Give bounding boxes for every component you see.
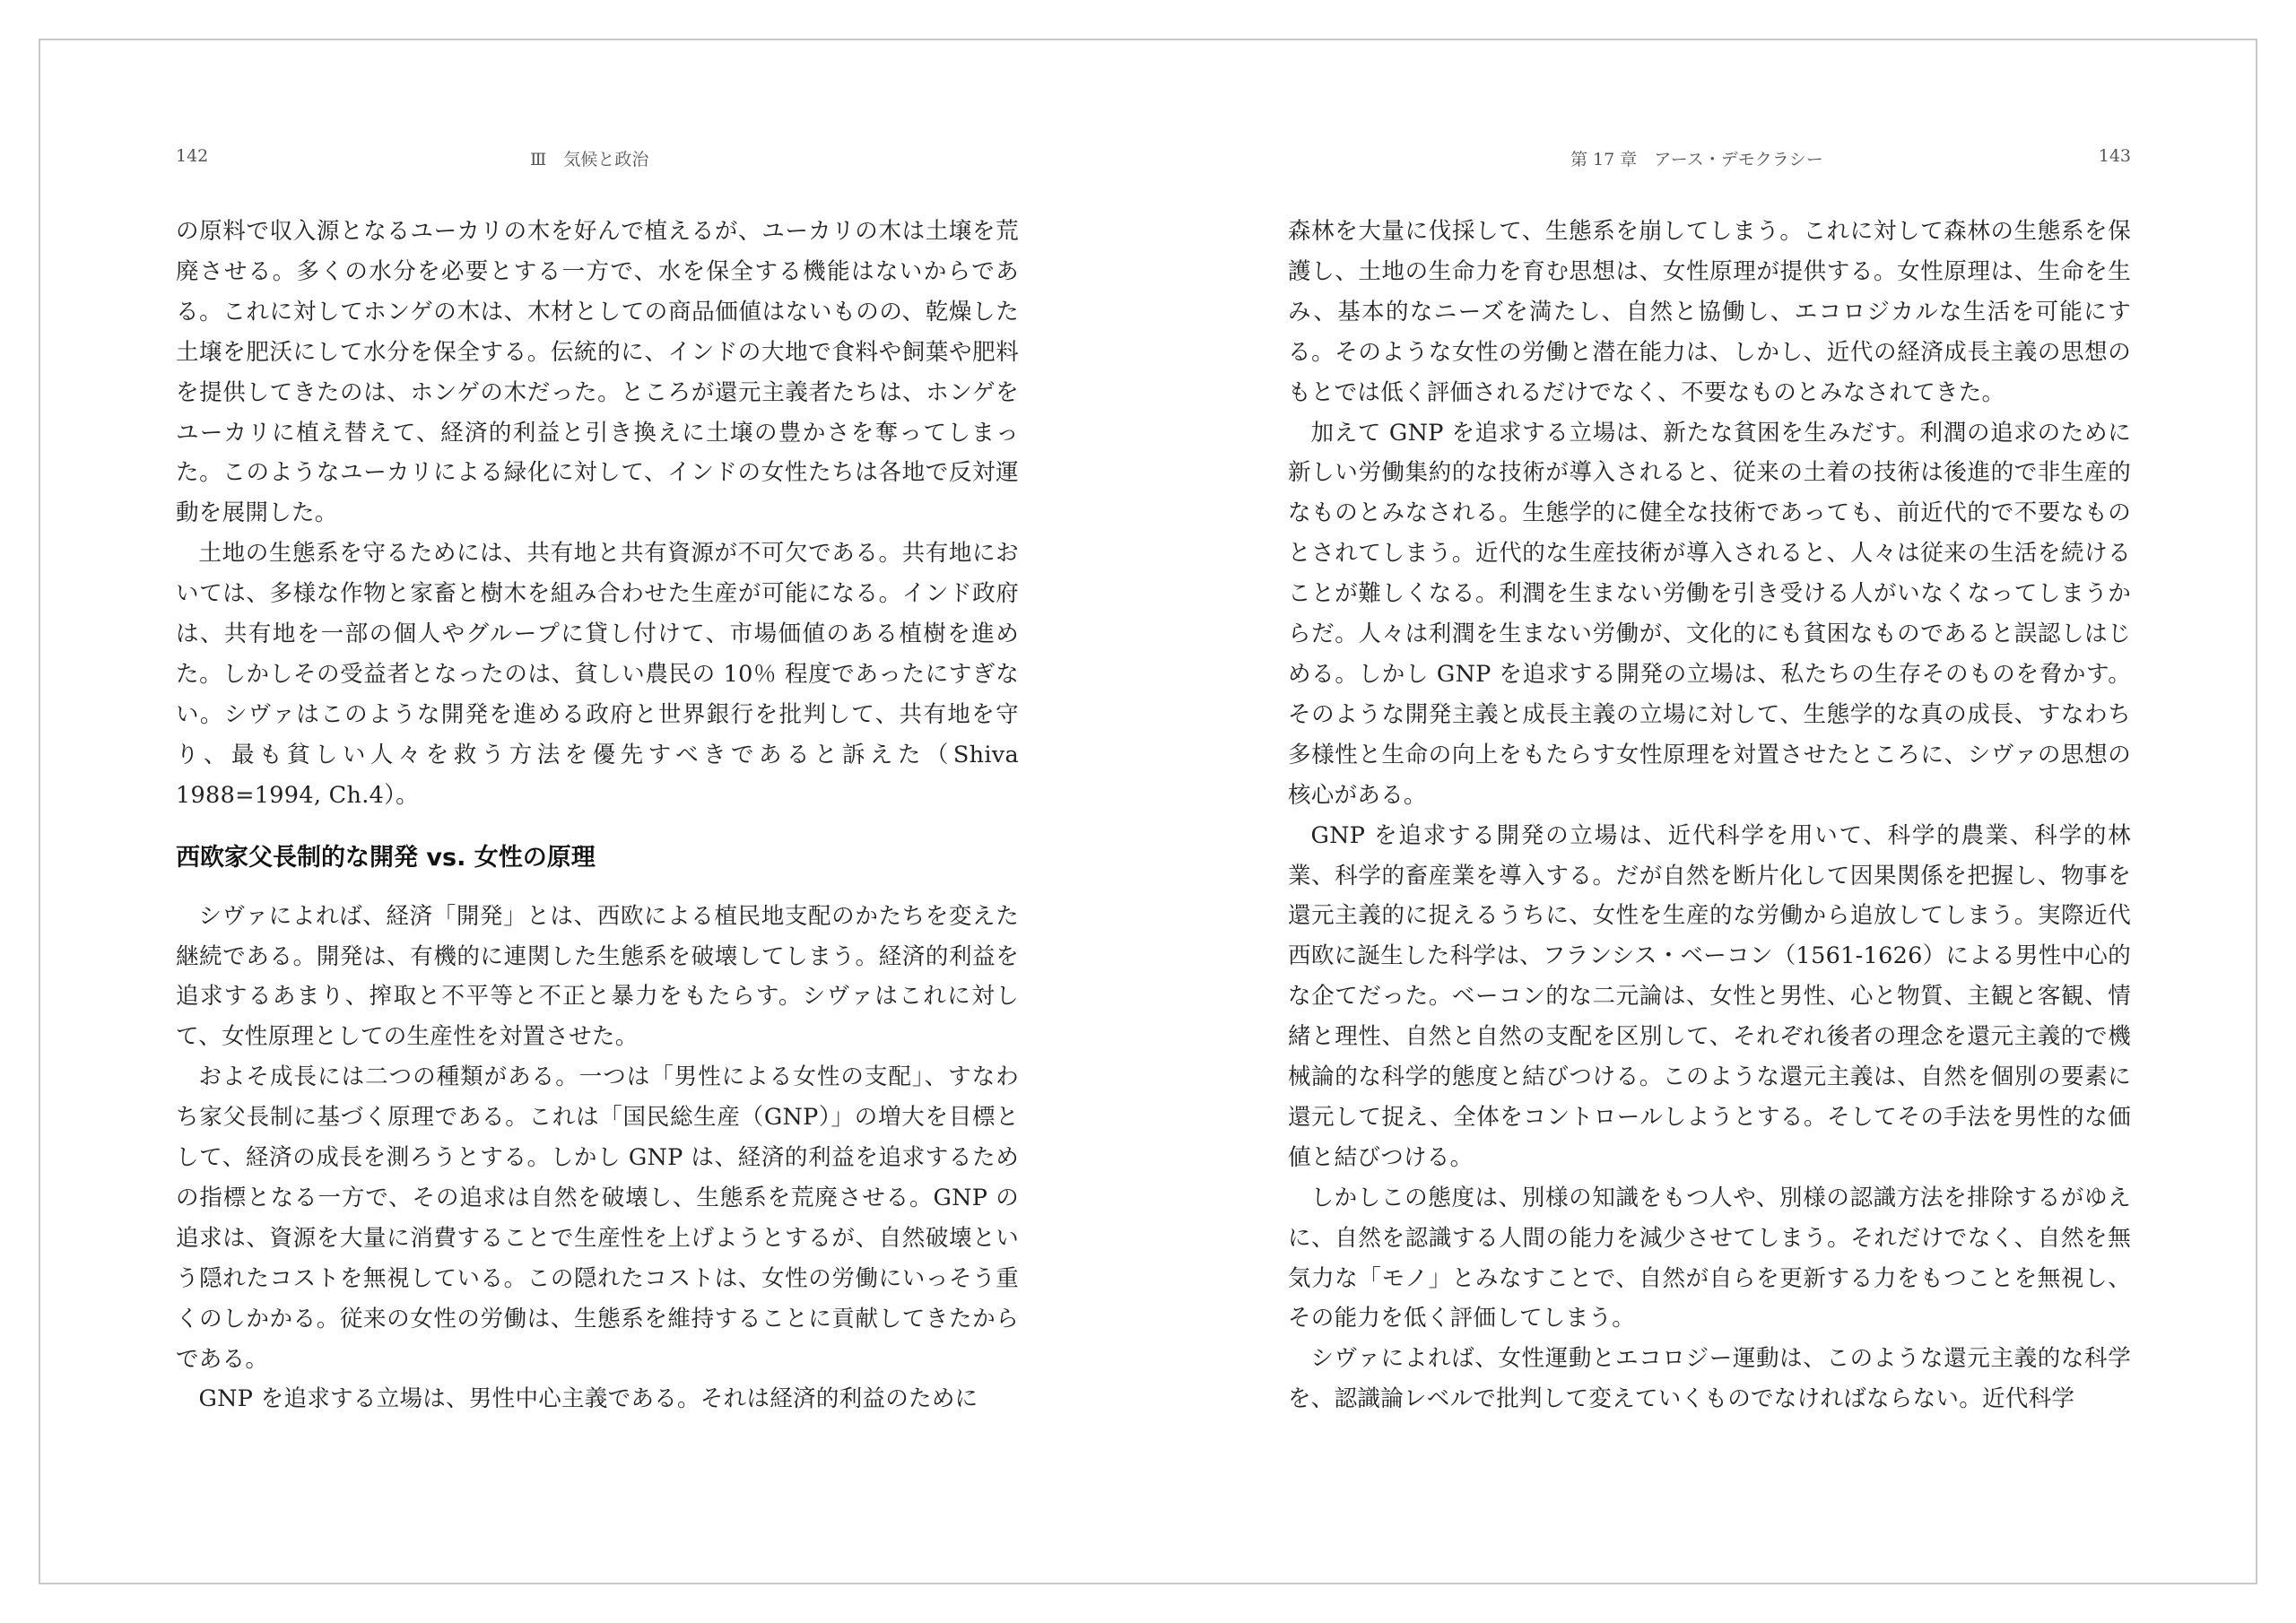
- paragraph: シヴァによれば、女性運動とエコロジー運動は、このような還元主義的な科学を、認識論レベルで批判して変えていくものでなければならない。近代科学: [1288, 1345, 2131, 1413]
- right-page: [1288, 0, 2131, 1623]
- paragraph: シヴァによれば、経済「開発」とは、西欧による植民地支配のかたちを変えた継続である。開発は、有機的に連関した生態系を破壊してしまう。経済的利益を追求するあまり、搾取と不平等と不正と暴力をもたらす。シヴァはこれに対して、女性原理としての生産性を対置させた。: [176, 902, 1019, 1051]
- paragraph: GNP を追求する開発の立場は、近代科学を用いて、科学的農業、科学的林業、科学的畜産業を導入する。だが自然を断片化して因果関係を把握し、物事を還元主義的に捉えるうちに、女性を生産的な労働から追放してしまう。実際近代西欧に誕生した科学は、フランシス・ベーコン（1561-1626）による男性中心的な企てだった。ベーコン的な二元論は、女性と男性、心と物質、主観と客観、情緒と理性、自然と自然の支配を区別して、それぞれ後者の理念を還元主義的で機械論的な科学的態度と結びつける。このような還元主義は、自然を個別の要素に還元して捉え、全体をコントロールしようとする。そしてその手法を男性的な価値と結びつける。: [1288, 821, 2132, 1171]
- section-heading: 西欧家父長制的な開発 vs. 女性の原理: [176, 843, 596, 872]
- left-running-head: [176, 146, 1019, 178]
- left-page-number: 142: [176, 146, 209, 166]
- right-body-text: [1288, 212, 2131, 1419]
- paragraph: 土地の生態系を守るためには、共有地と共有資源が不可欠である。共有地においては、多様な作物と家畜と樹木を組み合わせた生産が可能になる。インド政府は、共有地を一部の個人やグループに貸し付けて、市場価値のある植樹を進めた。しかしその受益者となったのは、貧しい農民の 10％ 程度であったにすぎない。シヴァはこのような開発を進める政府と世界銀行を批判して、共有地を守り、最も貧しい人々を救う方法を優先すべきであると訴えた（Shiva 1988=1994, Ch.4）。: [176, 540, 1019, 809]
- paragraph: しかしこの態度は、別様の知識をもつ人や、別様の認識方法を排除するがゆえに、自然を認識する人間の能力を減少させてしまう。それだけでなく、自然を無気力な「モノ」とみなすことで、自然が自らを更新する力をもつことを無視し、その能力を低く評価してしまう。: [1288, 1184, 2131, 1332]
- right-running-head: [1288, 146, 2131, 178]
- left-page: [176, 0, 1019, 1623]
- right-running-title: 第 17 章 アース・デモクラシー: [1570, 150, 1823, 169]
- paragraph: 加えて GNP を追求する立場は、新たな貧困を生みだす。利潤の追求のために新しい労働集約的な技術が導入されると、従来の土着の技術は後進的で非生産的なものとみなされる。生態学的に健全な技術であっても、前近代的で不要なものとされてしまう。近代的な生産技術が導入されると、人々は従来の生活を続けることが難しくなる。利潤を生まない労働を引き受ける人がいなくなってしまうからだ。人々は利潤を生まない労働が、文化的にも貧困なものであると誤認しはじめる。しかし GNP を追求する開発の立場は、私たちの生存そのものを脅かす。そのような開発主義と成長主義の立場に対して、生態学的な真の成長、すなわち多様性と生命の向上をもたらす女性原理を対置させたところに、シヴァの思想の核心がある。: [1288, 419, 2131, 809]
- right-page-number: 143: [2098, 146, 2131, 166]
- paragraph: 森林を大量に伐採して、生態系を崩してしまう。これに対して森林の生態系を保護し、土地の生命力を育む思想は、女性原理が提供する。女性原理は、生命を生み、基本的なニーズを満たし、自然と協働し、エコロジカルな生活を可能にする。そのような女性の労働と潜在能力は、しかし、近代の経済成長主義の思想のもとでは低く評価されるだけでなく、不要なものとみなされてきた。: [1288, 218, 2131, 406]
- left-running-title: Ⅲ 気候と政治: [530, 150, 649, 169]
- left-body-text: [176, 212, 1019, 1419]
- paragraph: およそ成長には二つの種類がある。一つは「男性による女性の支配」、すなわち家父長制に基づく原理である。これは「国民総生産（GNP）」の増大を目標として、経済の成長を測ろうとする。しかし GNP は、経済的利益を追求するための指標となる一方で、その追求は自然を破壊し、生態系を荒廃させる。GNP の追求は、資源を大量に消費することで生産性を上げようとするが、自然破壊という隠れたコストを無視している。この隠れたコストは、女性の労働にいっそう重くのしかかる。従来の女性の労働は、生態系を維持することに貢献してきたからである。: [176, 1063, 1019, 1373]
- paragraph: の原料で収入源となるユーカリの木を好んで植えるが、ユーカリの木は土壌を荒廃させる。多くの水分を必要とする一方で、水を保全する機能はないからである。これに対してホンゲの木は、木材としての商品価値はないものの、乾燥した土壌を肥沃にして水分を保全する。伝統的に、インドの大地で食料や飼葉や肥料を提供してきたのは、ホンゲの木だった。ところが還元主義者たちは、ホンゲをユーカリに植え替えて、経済的利益と引き換えに土壌の豊かさを奪ってしまった。このようなユーカリによる緑化に対して、インドの女性たちは各地で反対運動を展開した。: [176, 218, 1019, 527]
- paragraph: GNP を追求する立場は、男性中心主義である。それは経済的利益のために: [198, 1385, 978, 1413]
